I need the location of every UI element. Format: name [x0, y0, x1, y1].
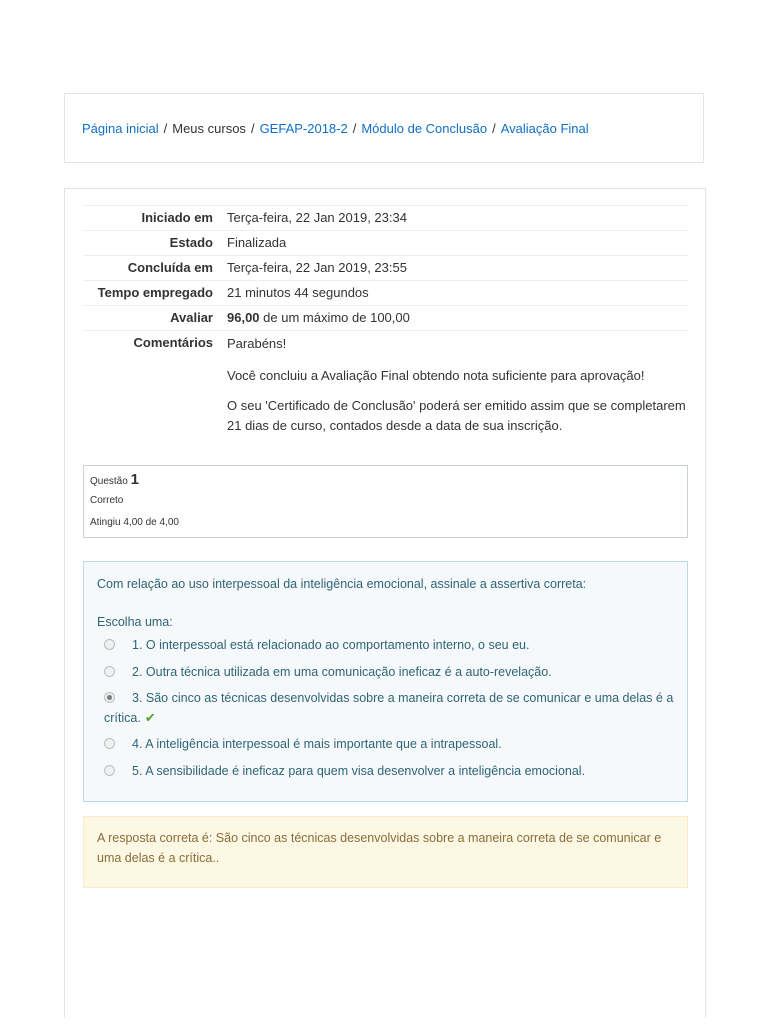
- radio-button[interactable]: [104, 666, 115, 677]
- summary-row-time-taken: [83, 281, 688, 306]
- summary-row-state: [83, 231, 688, 256]
- comment-paragraph: Você concluiu a Avaliação Final obtendo nota suficiente para aprovação!: [227, 368, 645, 383]
- attempt-summary-table: [83, 205, 688, 449]
- summary-row-comments: [83, 331, 688, 450]
- summary-label: Concluída em: [127, 260, 213, 275]
- breadcrumb-module-link[interactable]: Módulo de Conclusão: [361, 121, 488, 136]
- question-number-value: 1: [130, 471, 139, 488]
- answer-option[interactable]: [104, 635, 674, 655]
- answer-option-label: 2. Outra técnica utilizada em uma comunicação ineficaz é a auto-revelação.: [132, 665, 552, 679]
- radio-button[interactable]: [104, 765, 115, 776]
- grade-value: 96,00: [227, 310, 260, 325]
- comment-greeting: Parabéns!: [227, 336, 287, 351]
- grade-max: de um máximo de 100,00: [259, 310, 410, 325]
- question-grade: Atingiu 4,00 de 4,00: [90, 517, 179, 528]
- breadcrumb-separator: /: [250, 121, 255, 136]
- summary-value: Finalizada: [227, 235, 287, 250]
- breadcrumb-home-link[interactable]: Página inicial: [82, 121, 159, 136]
- answer-option[interactable]: [104, 734, 674, 754]
- question-content: [83, 561, 688, 802]
- comment-paragraph: O seu 'Certificado de Conclusão' poderá ser emitido assim que se completarem 21 dias de curso, contados desde a data de sua inscrição.: [227, 398, 686, 433]
- answer-option-selected[interactable]: [104, 688, 674, 728]
- summary-value: [221, 331, 688, 450]
- summary-label: Iniciado em: [141, 210, 213, 225]
- radio-button-selected[interactable]: [104, 692, 115, 703]
- answer-option[interactable]: [104, 761, 674, 781]
- answer-option[interactable]: [104, 662, 674, 682]
- breadcrumb-separator: /: [492, 121, 496, 136]
- summary-value: Terça-feira, 22 Jan 2019, 23:55: [227, 260, 407, 275]
- correct-answer-feedback: [83, 816, 688, 888]
- question-info: [83, 465, 688, 538]
- question-prompt: Escolha uma:: [97, 615, 173, 629]
- breadcrumb-separator: /: [163, 121, 168, 136]
- breadcrumb-container: [64, 93, 704, 163]
- question-number: [90, 471, 139, 488]
- radio-button[interactable]: [104, 738, 115, 749]
- question-text: Com relação ao uso interpessoal da inteligência emocional, assinale a assertiva correta:: [97, 577, 587, 591]
- feedback-text: A resposta correta é: São cinco as técnicas desenvolvidas sobre a maneira correta de se comunicar e uma delas é a crítica..: [97, 831, 662, 865]
- answer-option-label: 4. A inteligência interpessoal é mais importante que a intrapessoal.: [132, 737, 502, 751]
- answer-option-label: 5. A sensibilidade é ineficaz para quem visa desenvolver a inteligência emocional.: [132, 764, 586, 778]
- breadcrumb-my-courses: Meus cursos: [172, 121, 246, 136]
- radio-button[interactable]: [104, 639, 115, 650]
- breadcrumb-separator: /: [352, 121, 357, 136]
- summary-value: [221, 306, 688, 331]
- breadcrumb: [82, 121, 589, 136]
- summary-label: Comentários: [133, 335, 213, 350]
- answer-option-label: 1. O interpessoal está relacionado ao comportamento interno, o seu eu.: [132, 638, 530, 652]
- summary-label: Tempo empregado: [97, 285, 213, 300]
- summary-label: Avaliar: [170, 310, 213, 325]
- answer-option-label: 3. São cinco as técnicas desenvolvidas sobre a maneira correta de se comunicar e uma delas é a crítica.: [104, 691, 674, 725]
- question-label: Questão: [90, 476, 128, 487]
- check-icon: ✔: [144, 710, 156, 725]
- summary-row-grade: [83, 306, 688, 331]
- breadcrumb-quiz-link[interactable]: Avaliação Final: [500, 121, 589, 136]
- summary-value: 21 minutos 44 segundos: [227, 285, 369, 300]
- summary-row-started: [83, 206, 688, 231]
- summary-value: Terça-feira, 22 Jan 2019, 23:34: [227, 210, 407, 225]
- breadcrumb-course-link[interactable]: GEFAP-2018-2: [259, 121, 348, 136]
- summary-label: Estado: [169, 235, 213, 250]
- question-state: Correto: [90, 495, 124, 506]
- summary-row-completed: [83, 256, 688, 281]
